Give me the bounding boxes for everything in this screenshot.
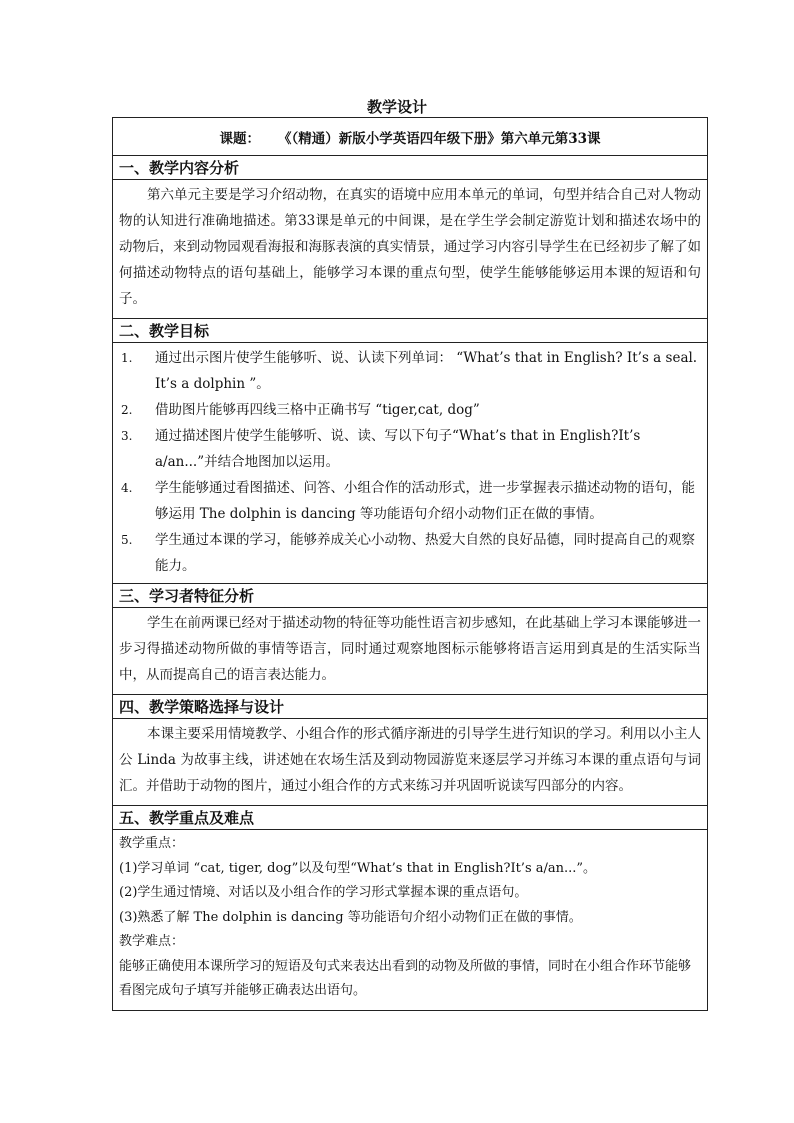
list-item <box>119 423 701 475</box>
list-item-text: 学生通过本课的学习，能够养成关心小动物、热爱大自然的良好品德，同时提高自己的观察 能力。 <box>155 532 709 574</box>
list-item-text: 借助图片能够再四线三格中正确书写 “tiger,cat, dog” <box>155 402 480 418</box>
section-heading-content-analysis: 一、教学内容分析 <box>113 156 707 180</box>
list-item-text: 学生能够通过看图描述、问答、小组合作的活动形式，进一步掌握表示描述动物的语句，能够运用 The dolphin is dancing 等功能语句介绍小动物们正在做的事情。 <box>155 480 695 522</box>
section-heading-learner-analysis: 三、学习者特征分析 <box>113 584 707 608</box>
list-item <box>119 527 709 579</box>
section-heading-strategy: 四、教学策略选择与设计 <box>113 695 707 719</box>
focus-item: (1)学习单词 “cat, tiger, dog”以及句型“What’s that in English?It’s a/an...”。 <box>119 860 597 876</box>
subject-row <box>113 118 707 156</box>
subject-value: 《（精通）新版小学英语四年级下册》第六单元第33课 <box>277 130 601 147</box>
list-item-text: 通过出示图片使学生能够听、说、认读下列单词： “What’s that in English? It’s a seal. It’s a dolphin ”。 <box>155 350 698 392</box>
difficulty-text: 能够正确使用本课所学习的短语及句式来表达出看到的动物及所做的事情，同时在小组合作环节能够看图完成句子填写并能够正确表达出语句。 <box>119 958 692 998</box>
section-heading-objectives: 二、教学目标 <box>113 319 707 343</box>
list-item <box>119 397 701 423</box>
list-item <box>119 475 701 527</box>
focus-label: 教学重点： <box>119 836 185 851</box>
list-item-number: 5. <box>121 533 133 547</box>
list-item-number: 4. <box>121 481 133 495</box>
key-points-cell <box>113 830 707 1010</box>
objectives-cell <box>113 343 707 584</box>
list-item-number: 1. <box>121 351 133 365</box>
learner-analysis-text: 学生在前两课已经对于描述动物的特征等功能性语言初步感知，在此基础上学习本课能够进一步习得描述动物所做的事情等语言，同时通过观察地图标示能够将语言运用到真是的生活实际当中，从而提高自己的语言表达能力。 <box>113 608 707 695</box>
lesson-plan-table <box>112 117 708 1011</box>
focus-item: (2)学生通过情境、对话以及小组合作的学习形式掌握本课的重点语句。 <box>119 885 528 900</box>
list-item-number: 3. <box>121 429 133 443</box>
difficulty-label: 教学难点： <box>119 934 185 949</box>
section-heading-key-points: 五、教学重点及难点 <box>113 806 707 830</box>
focus-item: (3)熟悉了解 The dolphin is dancing 等功能语句介绍小动物们正在做的事情。 <box>119 909 582 925</box>
subject-label: 课题： <box>219 130 260 147</box>
list-item <box>119 345 701 397</box>
strategy-text: 本课主要采用情境教学、小组合作的形式循序渐进的引导学生进行知识的学习。利用以小主人公 Linda 为故事主线，讲述她在农场生活及到动物园游览来逐层学习并练习本课的重点语句与词汇。并借助于动物的图片，通过小组合作的方式来练习并巩固听说读写四部分的内容。 <box>113 719 707 806</box>
content-analysis-text: 第六单元主要是学习介绍动物，在真实的语境中应用本单元的单词，句型并结合自己对人物动物的认知进行准确地描述。第33课是单元的中间课，是在学生学会制定游览计划和描述农场中的动物后，来到动物园观看海报和海豚表演的真实情景，通过学习内容引导学生在已经初步了解了如何描述动物特点的语句基础上，能够学习本课的重点句型，使学生能够能够运用本课的短语和句子。 <box>113 180 707 319</box>
list-item-text: 通过描述图片使学生能够听、说、读、写以下句子“What’s that in English?It’s a/an...”并结合地图加以运用。 <box>155 428 641 470</box>
objectives-list <box>113 343 707 583</box>
list-item-number: 2. <box>121 403 133 417</box>
document-title: 教学设计 <box>366 98 427 116</box>
